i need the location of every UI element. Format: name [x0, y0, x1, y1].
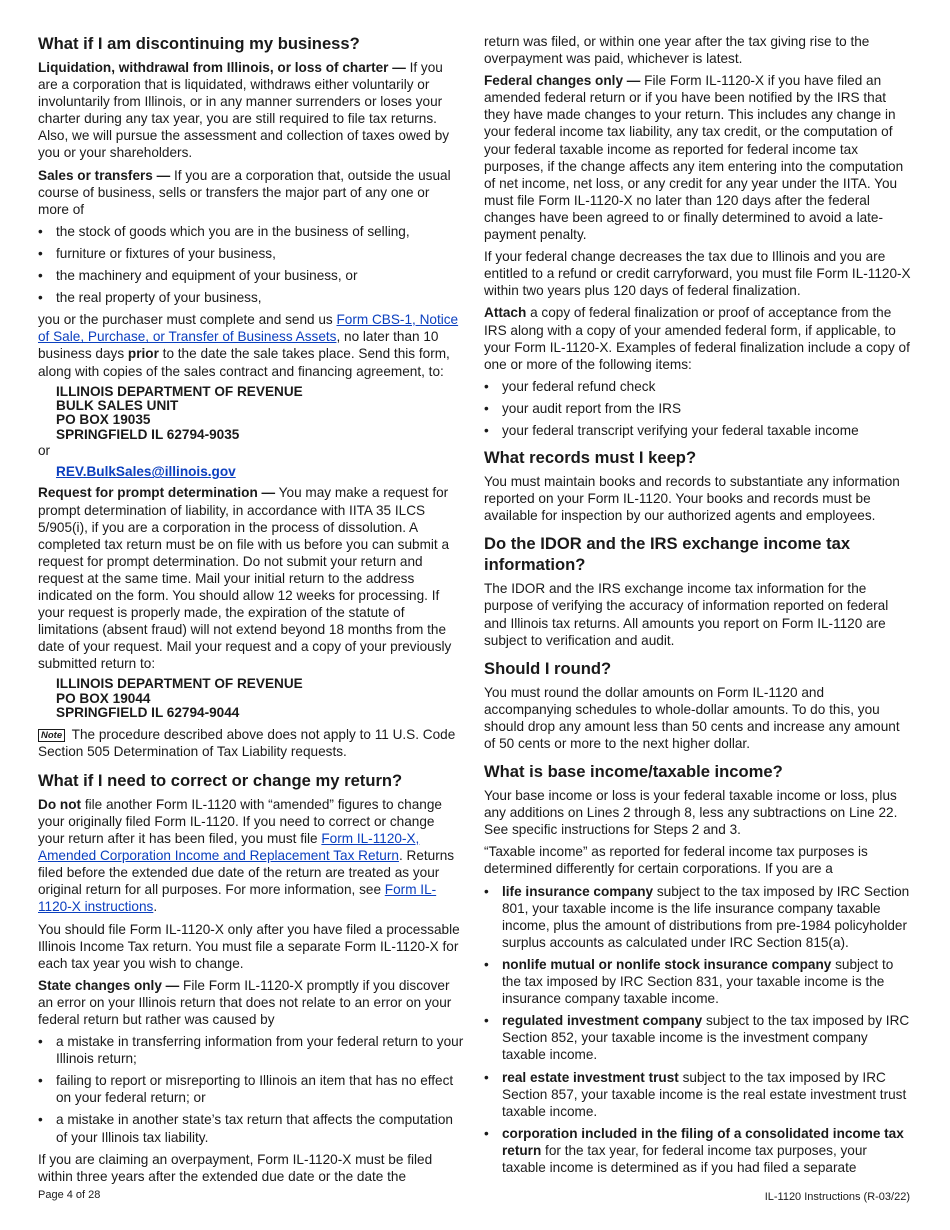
para-do-not: Do not file another Form IL-1120 with “amended” figures to change your originally filed Form IL-1120. If you need to correct or change your return after it has been filed, you must file Form IL-1120-X, Amended Corporation Income and Replacement Tax Return. Returns filed before the extended due date of the return are treated as your original return for all purposes. For more information, see Form IL-1120-X instructions.: [38, 796, 455, 915]
email-bulk-sales: [56, 463, 464, 480]
para-liquidation: Liquidation, withdrawal from Illinois, or loss of charter — If you are a corporation that is liquidated, withdraws either voluntarily or involuntarily from Illinois, or in any manner surrenders or loses your charter during any tax year, you are still required to file tax returns. Also, we will pursue the assessment and collection of taxes owed by you or your shareholders.: [38, 60, 450, 161]
para-cbs: you or the purchaser must complete and send us Form CBS-1, Notice of Sale, Purchase, or Transfer of Business Assets, no later than 10 business days prior to the date the sale takes place. Send this form, along with copies of the sales contract and financing agreement, to:: [38, 312, 459, 379]
list-item: • corporation included in the filing of a consolidated income tax return for the tax year, for federal income tax purposes, your taxable income is determined as if you had filed a separate: [484, 1125, 914, 1176]
list-item: • real estate investment trust subject to the tax imposed by IRC Section 857, your taxable income is the real estate investment trust taxable income.: [484, 1069, 914, 1120]
para-records: You must maintain books and records to substantiate any information reported on your Form IL-1120. Your books and records must be available for inspection by our authorized agents and employees.: [484, 474, 900, 524]
list-item: • failing to report or misreporting to Illinois an item that has no effect on your federal return; or: [38, 1072, 464, 1106]
or-text: or: [38, 443, 51, 459]
heading-records: What records must I keep?: [484, 448, 697, 468]
list-item: • nonlife mutual or nonlife stock insurance company subject to the tax imposed by IRC Section 831, your taxable income is the insurance company taxable income.: [484, 956, 914, 1007]
note-icon: Note: [38, 729, 65, 742]
form-il1120x-link[interactable]: Form IL-1120-X, Amended Corporation Income and Replacement Tax Return: [38, 831, 420, 864]
para-attach: Attach a copy of federal finalization or proof of acceptance from the IRS along with a copy of your amended federal form, if applicable, to your Form IL-1120-X. Examples of federal finalization include a copy of one or more of the following items:: [484, 305, 910, 372]
left-column: [38, 33, 464, 1190]
list-item: • furniture or fixtures of your business,: [38, 245, 464, 262]
para-round: You must round the dollar amounts on Form IL-1120 and accompanying schedules to whole-dollar amounts. To do this, you should drop any amount less than 50 cents and increase any amount of 50 cents or more to the next higher dollar.: [484, 684, 900, 751]
para-decrease: If your federal change decreases the tax due to Illinois and you are entitled to a refund or credit carryforward, you must file Form IL-1120-X within two years plus 120 days of federal finalization.: [484, 249, 911, 299]
list-item: • the machinery and equipment of your business, or: [38, 267, 464, 284]
heading-base-income: What is base income/taxable income?: [484, 762, 783, 782]
para-idor: The IDOR and the IRS exchange income tax information for the purpose of verifying the accuracy of information reported on federal and Illinois tax returns. All amounts you report on Form IL-1120 are subject to verification and audit.: [484, 581, 889, 648]
state-changes-list: [38, 1033, 464, 1146]
sales-list: [38, 223, 464, 306]
list-item: • a mistake in another state’s tax return that affects the computation of your Illinois tax liability.: [38, 1111, 464, 1145]
para-federal-changes: Federal changes only — File Form IL-1120-X if you have filed an amended federal return or if you have been notified by the IRS that they have made changes to your return. This includes any change in your federal income tax liability, any tax credit, or the computation of your federal taxable income as reported for federal income tax purposes, if the change affects any item entering into the computation of net income, net loss, or any credit for any year under the IITA. You must file Form IL-1120-X no later than 120 days after the federal changes have been agreed to or finally determined to avoid a late-payment penalty.: [484, 73, 904, 243]
heading-correct-return: What if I need to correct or change my return?: [38, 770, 403, 790]
para-prompt-determination: Request for prompt determination — You may make a request for prompt determination of liability, in accordance with IITA 35 ILCS 5/905(i), if you are a corporation in the process of dissolution. A completed tax return must be on file with us before you can submit a request for prompt determination. Do not submit your return and request at the same time. Mail your initial return to the address indicated on the form. You should allow 12 weeks for processing. If your request is properly made, the expiration of the statute of limitations (absent fraud) will not extend beyond 18 months from the date of your request. Mail your request and a copy of your previously submitted return to:: [38, 485, 452, 672]
note: Note The procedure described above does not apply to 11 U.S. Code Section 505 Determination of Tax Liability requests.: [38, 726, 456, 759]
form-revision: IL-1120 Instructions (R-03/22): [764, 1191, 910, 1203]
para-file-x: You should file Form IL-1120-X only after you have filed a processable Illinois Income Tax return. You must file a separate Form IL-1120-X for each tax year you wish to change.: [38, 921, 460, 971]
company-types-list: [484, 883, 914, 1177]
attach-list: [484, 378, 914, 439]
list-item: • your federal refund check: [484, 378, 914, 395]
right-column: [484, 33, 914, 1181]
para-state-changes: State changes only — File Form IL-1120-X promptly if you discover an error on your Illinois return that does not relate to an error on your federal return but rather was caused by: [38, 977, 452, 1027]
list-item: • life insurance company subject to the tax imposed by IRC Section 801, your taxable income is the life insurance company taxable income, plus the amount of distributions from pre-1984 policyholder surplus accounts as calculated under IRC Section 815(a).: [484, 883, 914, 951]
list-item: • your federal transcript verifying your federal taxable income: [484, 422, 914, 439]
list-item: • a mistake in transferring information from your federal return to your Illinois return;: [38, 1033, 464, 1067]
address-bulk-sales: ILLINOIS DEPARTMENT OF REVENUE BULK SALES UNIT PO BOX 19035 SPRINGFIELD IL 62794-9035: [56, 383, 303, 442]
para-taxable-income: “Taxable income” as reported for federal income tax purposes is determined differently for certain corporations. If you are a: [484, 844, 868, 877]
para-overpayment: If you are claiming an overpayment, Form IL-1120-X must be filed within three years after the extended due date or the date the: [38, 1151, 433, 1184]
list-item: • the stock of goods which you are in the business of selling,: [38, 223, 464, 240]
heading-discontinuing: What if I am discontinuing my business?: [38, 34, 360, 53]
list-item: • your audit report from the IRS: [484, 400, 914, 417]
address-prompt: ILLINOIS DEPARTMENT OF REVENUE PO BOX 19044 SPRINGFIELD IL 62794-9044: [56, 676, 303, 721]
para-continued: return was filed, or within one year after the tax giving rise to the overpayment was paid, whichever is latest.: [484, 34, 870, 67]
email-link[interactable]: REV.BulkSales@illinois.gov: [56, 464, 236, 480]
heading-idor: Do the IDOR and the IRS exchange income tax information?: [484, 534, 851, 575]
list-item: • regulated investment company subject to the tax imposed by IRC Section 852, your taxable income is the investment company taxable income.: [484, 1012, 914, 1063]
il1120x-instructions-link[interactable]: Form IL-1120-X instructions: [38, 882, 437, 915]
para-base-income: Your base income or loss is your federal taxable income or loss, plus any additions on Lines 2 through 8, less any subtractions on Line 22. See specific instructions for Steps 2 and 3.: [484, 788, 898, 838]
heading-round: Should I round?: [484, 658, 612, 678]
para-sales: Sales or transfers — If you are a corporation that, outside the usual course of business, sells or transfers the major part of any one or more of: [38, 167, 451, 217]
page-number: Page 4 of 28: [38, 1189, 101, 1201]
list-item: • the real property of your business,: [38, 289, 464, 306]
form-cbs1-link[interactable]: Form CBS-1, Notice of Sale, Purchase, or Transfer of Business Assets: [38, 312, 459, 345]
